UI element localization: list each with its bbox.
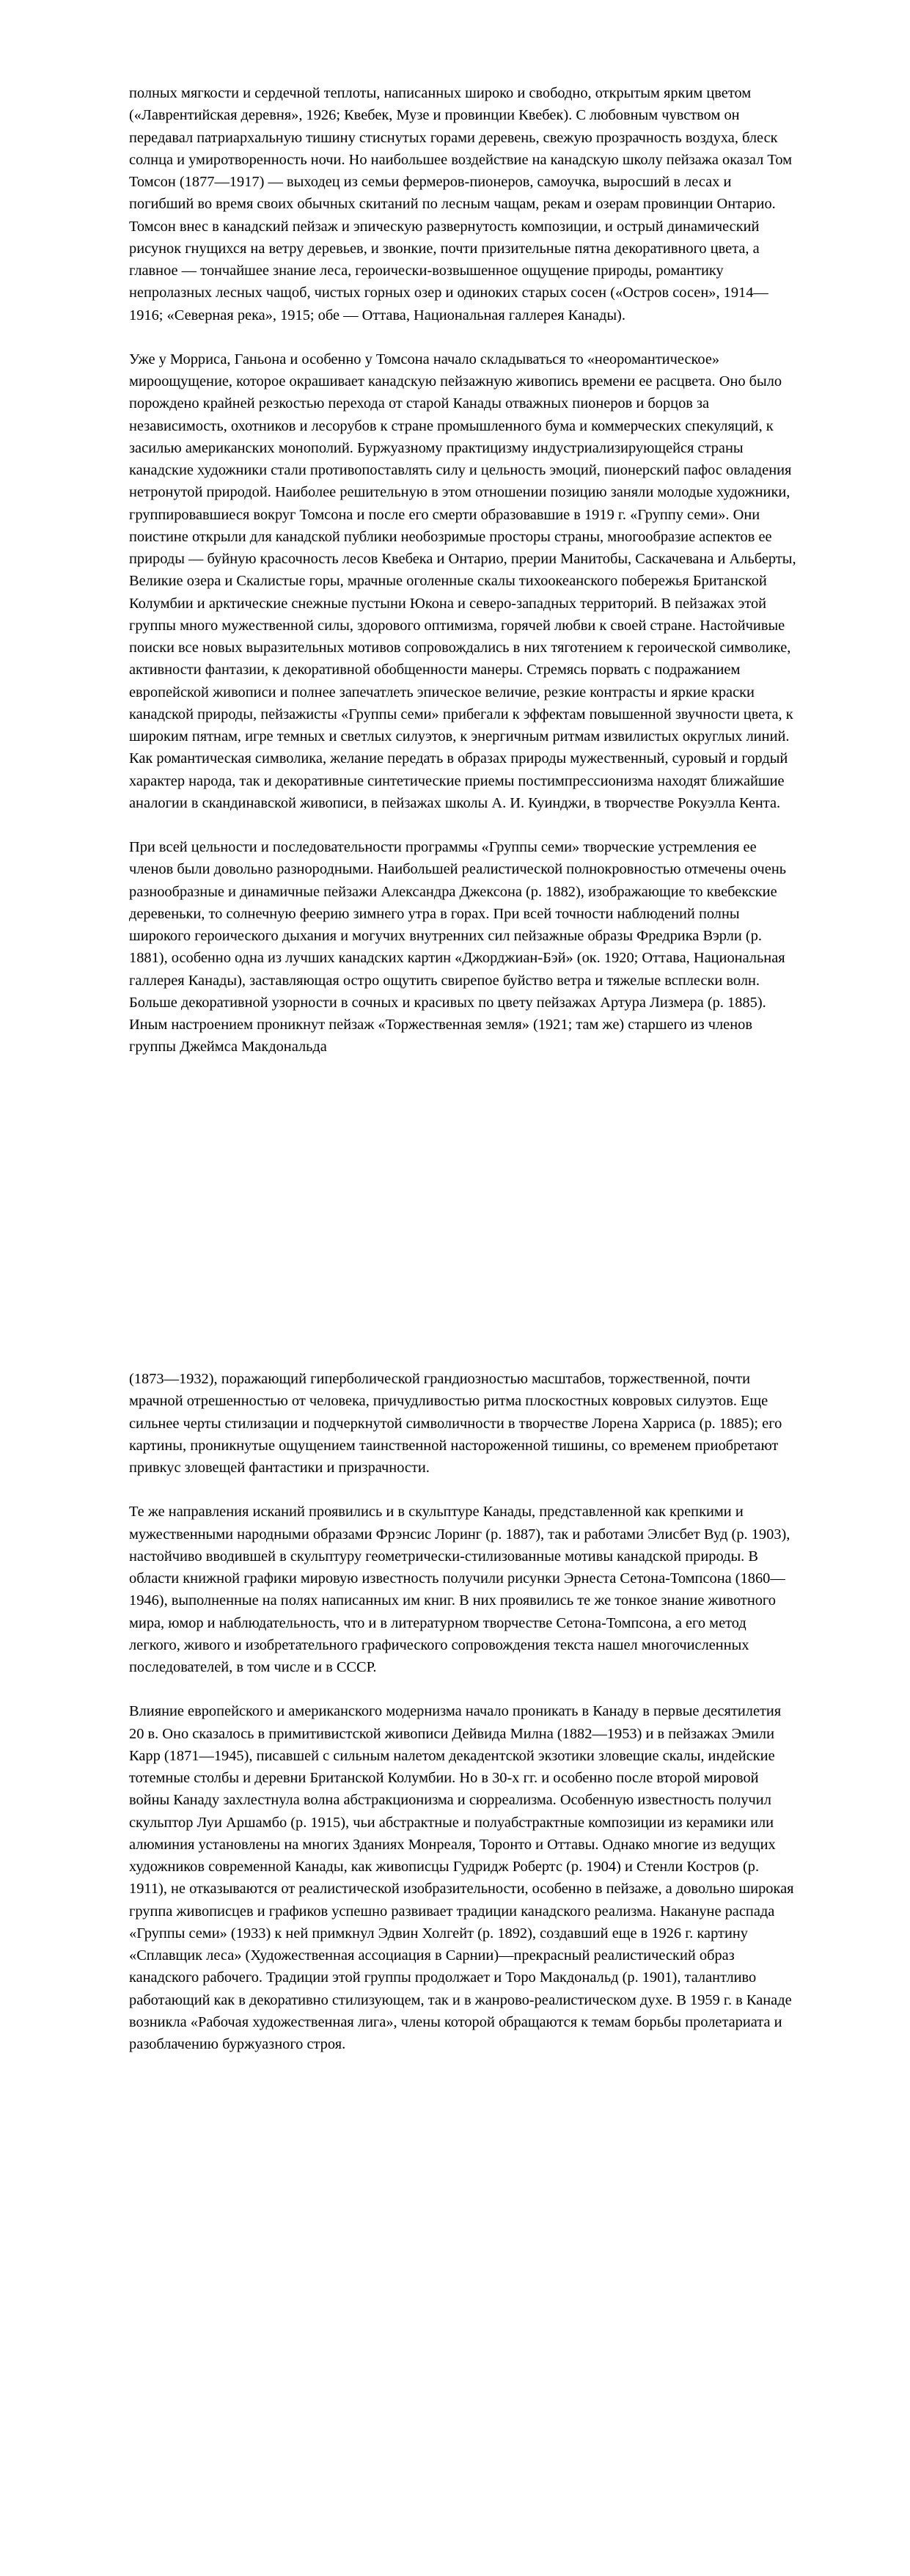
paragraph: Уже у Морриса, Ганьона и особенно у Томсона начало складываться то «неоромантическое» мироощущение, которое окрашивает канадскую пейзажную живопись времени ее расцвета. Оно было порождено крайней резкостью перехода от старой Канады отважных пионеров и борцов за независимость, охотников и лесорубов к стране промышленного бума и коммерческих спекуляций, к засилью американских монополий. Буржуазному практицизму индустриализирующейся страны канадские художники стали противопоставлять силу и цельность эмоций, пионерский пафос овладения нетронутой природой. Наиболее решительную в этом отношении позицию заняли молодые художники, группировавшиеся вокруг Томсона и после его смерти образовавшие в 1919 г. «Группу семи». Они поистине открыли для канадской публики необозримые просторы страны, многообразие аспектов ее природы — буйную красочность лесов Квебека и Онтарио, прерии Манитобы, Саскачевана и Альберты, Великие озера и Скалистые горы, мрачные оголенные скалы тихоокеанского побережья Британской Колумбии и арктические снежные пустыни Юкона и северо-западных территорий. В пейзажах этой группы много мужественной силы, здорового оптимизма, горячей любви к своей стране. Настойчивые поиски все новых выразительных мотивов сопровождались в них тяготением к героической символике, активности фантазии, к декоративной обобщенности манеры. Стремясь порвать с подражанием европейской живописи и полнее запечатлеть эпическое величие, резкие контрасты и яркие краски канадской природы, пейзажисты «Группы семи» прибегали к эффектам повышенной звучности цвета, к широким пятнам, игре темных и светлых силуэтов, к энергичным ритмам извилистых округлых линий. Как романтическая символика, желание передать в образах природы мужественный, суровый и гордый характер народа, так и декоративные синтетические приемы постимпрессионизма находят ближайшие аналогии в скандинавской живописи, в пейзажах школы А. И. Куинджи, в творчестве Рокуэлла Кента.	[129, 351, 796, 811]
page-2-text-body	[129, 1368, 796, 2055]
paragraph: (1873—1932), поражающий гиперболической грандиозностью масштабов, торжественной, почти мрачной отрешенностью от человека, причудливостью ритма плоскостных ковровых силуэтов. Еще сильнее черты стилизации и подчеркнутой символичности в творчестве Лорена Харриса (р. 1885); его картины, проникнутые ощущением таинственной настороженной тишины, со временем приобретают привкус зловещей фантастики и призрачности.	[129, 1371, 782, 1476]
paragraph: При всей цельности и последовательности программы «Группы семи» творческие устремления ее членов были довольно разнородными. Наибольшей реалистической полнокровностью отмечены очень разнообразные и динамичные пейзажи Александра Джексона (р. 1882), изображающие то квебекские деревеньки, то солнечную феерию зимнего утра в горах. При всей точности наблюдений полны широкого героического дыхания и могучих внутренних сил пейзажные образы Фредрика Вэрли (р. 1881), особенно одна из лучших канадских картин «Джорджиан-Бэй» (ок. 1920; Оттава, Национальная галлерея Канады), заставляющая остро ощутить свирепое буйство ветра и тяжелые всплески волн. Больше декоративной узорности в сочных и красивых по цвету пейзажах Артура Лизмера (р. 1885). Иным настроением проникнут пейзаж «Торжественная земля» (1921; там же) старшего из членов группы Джеймса Макдональда	[129, 839, 787, 1055]
page-1-text-body	[129, 82, 796, 1058]
paragraph: Влияние европейского и американского модернизма начало проникать в Канаду в первые десятилетия 20 в. Оно сказалось в примитивистской живописи Дейвида Милна (1882—1953) и в пейзажах Эмили Карр (1871—1945), писавшей с сильным налетом декадентской экзотики зловещие скалы, индейские тотемные столбы и деревни Британской Колумбии. Но в 30-х гг. и особенно после второй мировой войны Канаду захлестнула волна абстракционизма и сюрреализма. Особенную известность получил скульптор Луи Аршамбо (р. 1915), чьи абстрактные и полуабстрактные композиции из керамики или алюминия установлены на многих Зданиях Монреаля, Торонто и Оттавы. Однако многие из ведущих художников современной Канады, как живописцы Гудридж Робертс (р. 1904) и Стенли Костров (р. 1911), не отказываются от реалистической изобразительности, особенно в пейзаже, а довольно широкая группа живописцев и графиков успешно развивает традиции канадского реализма. Накануне распада «Группы семи» (1933) к ней примкнул Эдвин Холгейт (р. 1892), создавший еще в 1926 г. картину «Сплавщик леса» (Художественная ассоциация в Сарнии)—прекрасный реалистический образ канадского рабочего. Традиции этой группы продолжает и Торо Макдональд (р. 1901), талантливо работающий как в декоративно стилизующем, так и в жанрово-реалистическом духе. В 1959 г. в Канаде возникла «Рабочая художественная лига», члены которой обращаются к темам борьбы пролетариата и разоблачению буржуазного строя.	[129, 1703, 794, 2052]
document-page-2	[0, 1287, 910, 2576]
paragraph: Те же направления исканий проявились и в скульптуре Канады, представленной как крепкими и мужественными народными образами Фрэнсис Лоринг (р. 1887), так и работами Элисбет Вуд (р. 1903), настойчиво вводившей в скульптуру геометрически-стилизованные мотивы канадской природы. В области книжной графики мировую известность получили рисунки Эрнеста Сетона-Томпсона (1860— 1946), выполненные на полях написанных им книг. В них проявились те же тонкое знание животного мира, юмор и наблюдательность, что и в литературном творчестве Сетона-Томпсона, а его метод легкого, живого и изобретательного графического сопровождения текста нашел многочисленных последователей, в том числе и в СССР.	[129, 1504, 790, 1675]
document-page-1	[0, 0, 910, 1287]
paragraph: полных мягкости и сердечной теплоты, написанных широко и свободно, открытым ярким цветом («Лаврентийская деревня», 1926; Квебек, Музе и провинции Квебек). С любовным чувством он передавал патриархальную тишину стиснутых горами деревень, свежую прозрачность воздуха, блеск солнца и умиротворенность ночи. Но наибольшее воздействие на канадскую школу пейзажа оказал Том Томсон (1877—1917) — выходец из семьи фермеров-пионеров, самоучка, выросший в лесах и погибший во время своих обычных скитаний по лесным чащам, рекам и озерам провинции Онтарио. Томсон внес в канадский пейзаж и эпическую развернутость композиции, и острый динамический рисунок гнущихся на ветру деревьев, и звонкие, почти призительные пятна декоративного цвета, а главное — тончайшее знание леса, героически-возвышенное ощущение природы, романтику непролазных лесных чащоб, чистых горных озер и одиноких старых сосен («Остров сосен», 1914—1916; «Северная река», 1915; обе — Оттава, Национальная галлерея Канады).	[129, 85, 793, 323]
